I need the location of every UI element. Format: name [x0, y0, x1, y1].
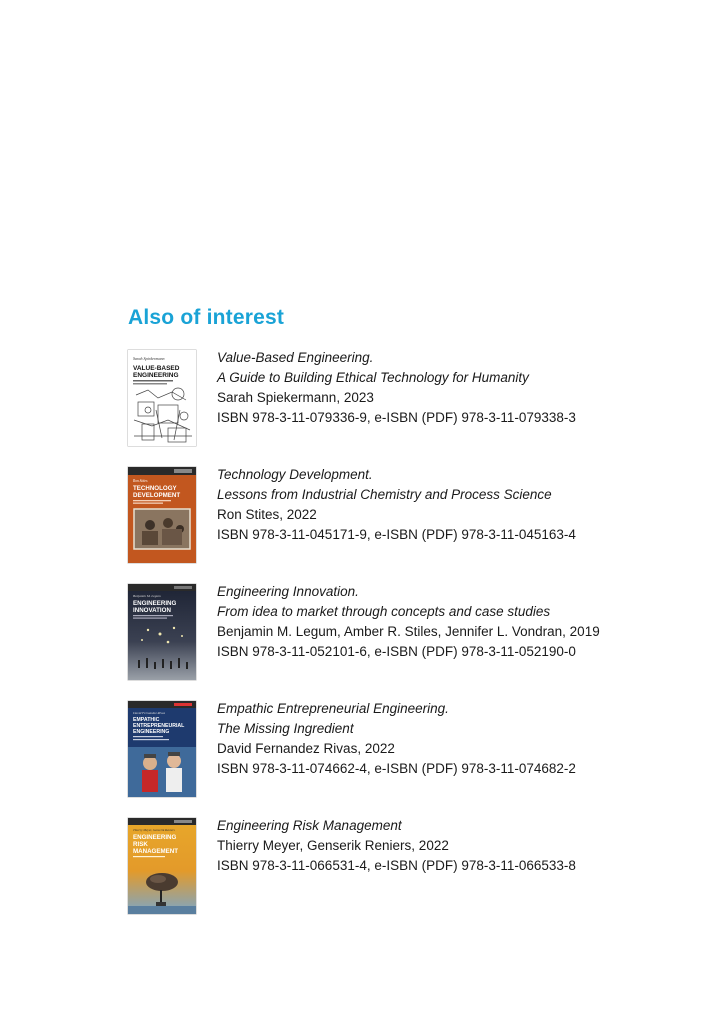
book-details	[217, 699, 697, 779]
book-title: Engineering Innovation.	[217, 584, 359, 599]
book-authors: Sarah Spiekermann, 2023	[217, 390, 374, 405]
svg-text:RISK: RISK	[133, 841, 148, 848]
book-title: Empathic Entrepreneurial Engineering.	[217, 701, 449, 716]
book-isbn: ISBN 978-3-11-066531-4, e-ISBN (PDF) 978-3-11-066533-8	[217, 858, 576, 873]
book-details	[217, 816, 697, 876]
book-cover	[128, 350, 196, 446]
book-details	[217, 465, 697, 545]
svg-text:ENGINEERING: ENGINEERING	[133, 600, 177, 607]
book-isbn: ISBN 978-3-11-074662-4, e-ISBN (PDF) 978-3-11-074682-2	[217, 761, 576, 776]
book-isbn: ISBN 978-3-11-079336-9, e-ISBN (PDF) 978-3-11-079338-3	[217, 410, 576, 425]
book-title: Value-Based Engineering.	[217, 350, 374, 365]
cover-author: Sarah Spiekermann	[133, 356, 165, 361]
book-title: Technology Development.	[217, 467, 373, 482]
svg-text:ENGINEERING: ENGINEERING	[133, 729, 170, 735]
book-title: Engineering Risk Management	[217, 818, 402, 833]
book-authors: Benjamin M. Legum, Amber R. Stiles, Jennifer L. Vondran, 2019	[217, 624, 600, 639]
book-details	[217, 582, 697, 662]
book-cover	[128, 701, 196, 797]
svg-text:VALUE-BASED: VALUE-BASED	[133, 365, 180, 372]
book-isbn: ISBN 978-3-11-052101-6, e-ISBN (PDF) 978-3-11-052190-0	[217, 644, 576, 659]
book-subtitle: From idea to market through concepts and case studies	[217, 604, 551, 619]
cover-author: Benjamin M. Legum	[133, 594, 161, 598]
cover-author: Thierry Meyer, Genserik Reniers	[133, 828, 175, 832]
svg-text:ENGINEERING: ENGINEERING	[133, 834, 177, 841]
svg-text:EMPATHIC: EMPATHIC	[133, 717, 160, 723]
book-cover	[128, 467, 196, 563]
book-subtitle: The Missing Ingredient	[217, 721, 354, 736]
book-subtitle: Lessons from Industrial Chemistry and Process Science	[217, 487, 552, 502]
svg-text:ENGINEERING: ENGINEERING	[133, 372, 179, 379]
book-subtitle: A Guide to Building Ethical Technology for Humanity	[217, 370, 529, 385]
book-details	[217, 348, 697, 428]
book-cover	[128, 818, 196, 914]
svg-text:TECHNOLOGY: TECHNOLOGY	[133, 485, 177, 492]
book-authors: David Fernandez Rivas, 2022	[217, 741, 395, 756]
book-authors: Thierry Meyer, Genserik Reniers, 2022	[217, 838, 449, 853]
book-isbn: ISBN 978-3-11-045171-9, e-ISBN (PDF) 978-3-11-045163-4	[217, 527, 576, 542]
svg-text:ENTREPRENEURIAL: ENTREPRENEURIAL	[133, 723, 185, 729]
book-authors: Ron Stites, 2022	[217, 507, 317, 522]
cover-author: David Fernandez Rivas	[133, 711, 166, 715]
book-cover	[128, 584, 196, 680]
svg-text:DEVELOPMENT: DEVELOPMENT	[133, 492, 181, 499]
svg-text:INNOVATION: INNOVATION	[133, 607, 171, 614]
cover-author: Ron Stites	[133, 479, 148, 483]
section-heading: Also of interest	[128, 306, 285, 329]
svg-text:MANAGEMENT: MANAGEMENT	[133, 848, 179, 855]
